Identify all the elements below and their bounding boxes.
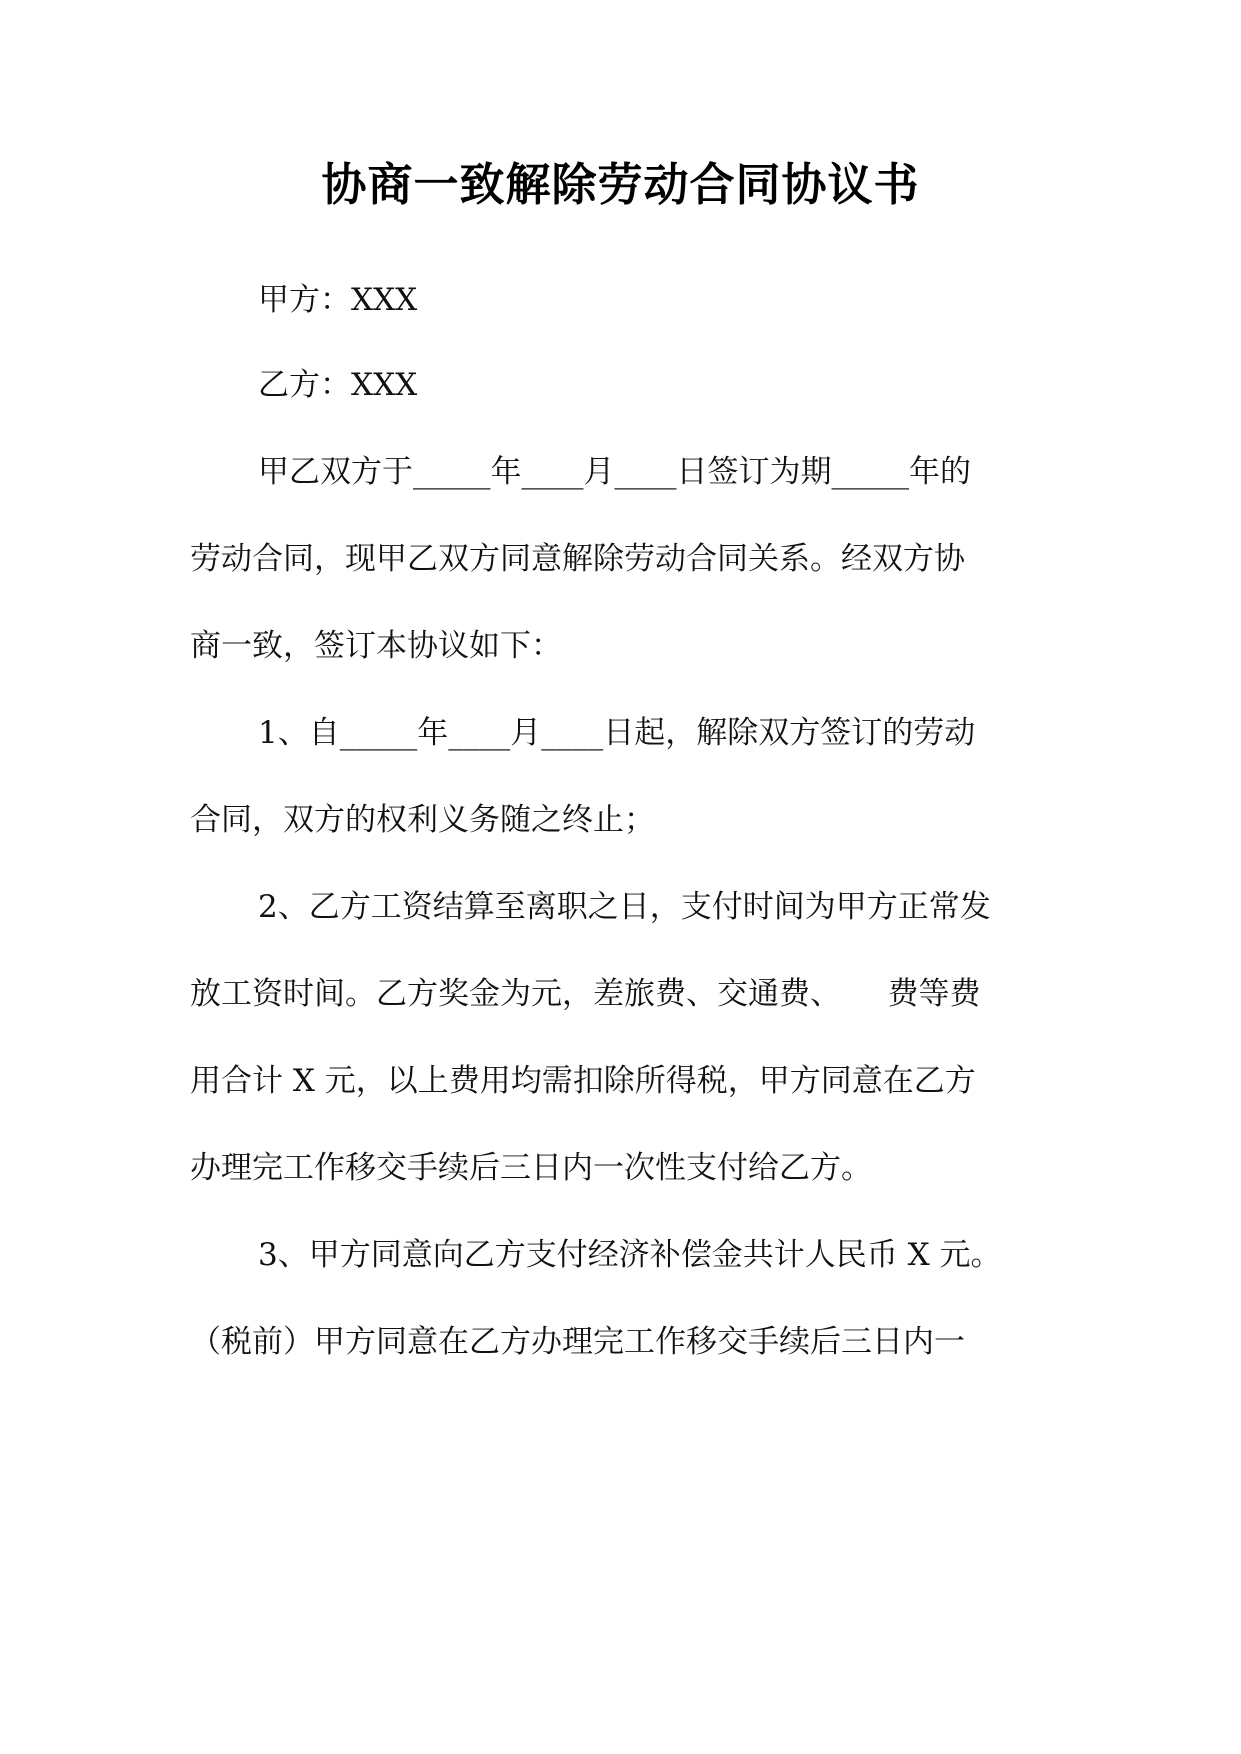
clause-1-line-1: 1、自_____年____月____日起，解除双方签订的劳动 [258, 715, 976, 751]
body-line-1: 甲乙双方于_____年____月____日签订为期_____年的 [258, 454, 971, 490]
party-b-line: 乙方：XXX [258, 367, 418, 403]
clause-1-line-2: 合同，双方的权利义务随之终止； [190, 802, 655, 838]
clause-2-line-4: 办理完工作移交手续后三日内一次性支付给乙方。 [190, 1150, 872, 1186]
clause-2-line-2: 放工资时间。乙方奖金为元，差旅费、交通费、 费等费 [190, 976, 981, 1012]
body-line-2: 劳动合同，现甲乙双方同意解除劳动合同关系。经双方协 [190, 541, 965, 577]
clause-3-line-1: 3、甲方同意向乙方支付经济补偿金共计人民币 X 元。 [258, 1237, 1002, 1273]
document-title: 协商一致解除劳动合同协议书 [321, 158, 920, 211]
party-a-line: 甲方：XXX [258, 282, 418, 318]
clause-2-line-3: 用合计 X 元，以上费用均需扣除所得税，甲方同意在乙方 [190, 1063, 976, 1099]
clause-2-line-1: 2、乙方工资结算至离职之日，支付时间为甲方正常发 [258, 889, 991, 925]
body-line-3: 商一致，签订本协议如下： [190, 628, 562, 664]
clause-3-line-2: （税前）甲方同意在乙方办理完工作移交手续后三日内一 [190, 1324, 965, 1360]
